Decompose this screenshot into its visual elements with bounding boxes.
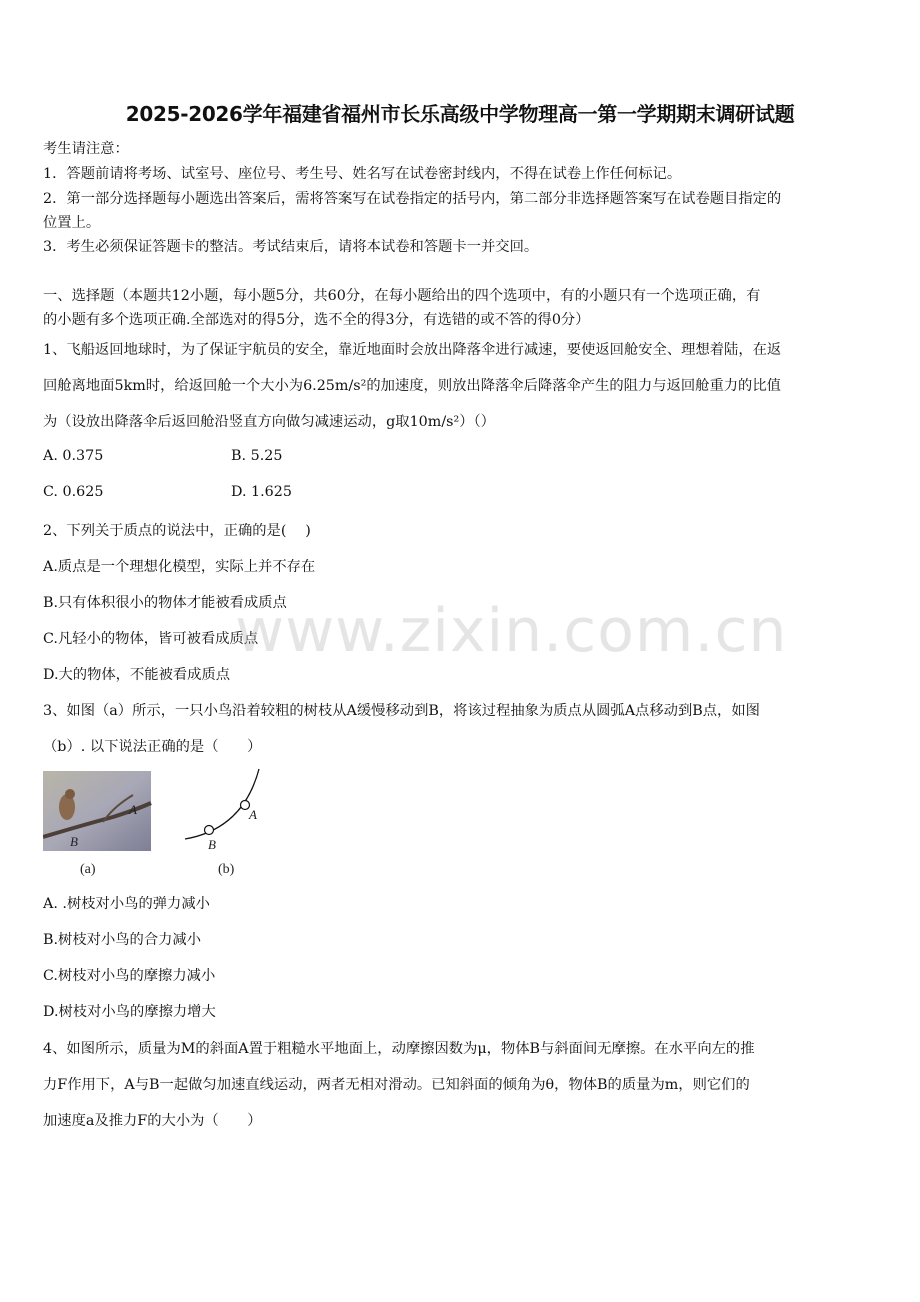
notice-item-2-cont: 位置上。 <box>43 215 101 231</box>
section1-heading-line2: 的小题有多个选项正确.全部选对的得5分，选不全的得3分，有选错的或不答的得0分） <box>43 312 590 328</box>
page-title: 2025-2026学年福建省福州市长乐高级中学物理高一第一学期期末调研试题 <box>125 102 795 126</box>
q3-option-c: C.树枝对小鸟的摩擦力减小 <box>43 968 216 984</box>
q3-line2: （b）. 以下说法正确的是（ ） <box>43 739 262 755</box>
q2-option-a: A.质点是一个理想化模型，实际上并不存在 <box>43 559 316 575</box>
q4-line2: 力F作用下，A与B一起做匀加速直线运动，两者无相对滑动。已知斜面的倾角为θ，物体B的质量为m，则它们的 <box>43 1077 750 1093</box>
q2-option-d: D.大的物体，不能被看成质点 <box>43 667 231 683</box>
fig-caption-b: (b) <box>218 862 235 877</box>
q1-line1: 1、飞船返回地球时，为了保证宇航员的安全，靠近地面时会放出降落伞进行减速，要使返回舱安全、理想着陆，在返 <box>43 342 782 358</box>
fig-b-label-B: B <box>208 837 216 852</box>
q2-stem: 2、下列关于质点的说法中，正确的是( ) <box>43 523 311 539</box>
q1-option-b: B. 5.25 <box>231 448 283 464</box>
q3-figure <box>43 767 283 882</box>
notice-item-1: 1．答题前请将考场、试室号、座位号、考生号、姓名写在试卷密封线内，不得在试卷上作任何标记。 <box>43 166 682 182</box>
fig-a-label-A: A <box>129 802 137 817</box>
fig-a-label-B: B <box>70 834 78 849</box>
notice-item-2: 2．第一部分选择题每小题选出答案后，需将答案写在试卷指定的括号内，第二部分非选择题答案写在试卷题目指定的 <box>43 191 782 207</box>
q1-line2: 回舱离地面5km时，给返回舱一个大小为6.25m/s²的加速度，则放出降落伞后降落伞产生的阻力与返回舱重力的比值 <box>43 378 781 394</box>
q1-option-a: A. 0.375 <box>43 448 104 464</box>
section1-heading-line1: 一、选择题（本题共12小题，每小题5分，共60分，在每小题给出的四个选项中，有的小题只有一个选项正确，有 <box>43 288 761 304</box>
fig-caption-a: (a) <box>80 862 96 877</box>
q1-option-d: D. 1.625 <box>231 484 292 500</box>
notice-heading: 考生请注意： <box>43 141 129 157</box>
q3-option-b: B.树枝对小鸟的合力减小 <box>43 932 202 948</box>
q3-figure-drawing <box>43 767 283 882</box>
q1-option-c: C. 0.625 <box>43 484 104 500</box>
q1-line3: 为（设放出降落伞后返回舱沿竖直方向做匀减速运动，g取10m/s²）（） <box>43 414 495 430</box>
q4-line3: 加速度a及推力F的大小为（ ） <box>43 1113 262 1129</box>
notice-item-3: 3．考生必须保证答题卡的整洁。考试结束后，请将本试卷和答题卡一并交回。 <box>43 239 539 255</box>
q2-option-b: B.只有体积很小的物体才能被看成质点 <box>43 595 287 611</box>
q3-option-a: A. .树枝对小鸟的弹力减小 <box>43 896 210 912</box>
fig-b-label-A: A <box>249 807 257 822</box>
q2-option-c: C.凡轻小的物体，皆可被看成质点 <box>43 631 259 647</box>
point-B <box>205 826 214 835</box>
watermark: www.zixin.com.cn <box>235 596 788 666</box>
q3-option-d: D.树枝对小鸟的摩擦力增大 <box>43 1004 216 1020</box>
q3-line1: 3、如图（a）所示，一只小鸟沿着较粗的树枝从A缓慢移动到B，将该过程抽象为质点从圆弧A点移动到B点，如图 <box>43 703 760 719</box>
q4-line1: 4、如图所示，质量为M的斜面A置于粗糙水平地面上，动摩擦因数为μ，物体B与斜面间无摩擦。在水平向左的推 <box>43 1041 755 1057</box>
